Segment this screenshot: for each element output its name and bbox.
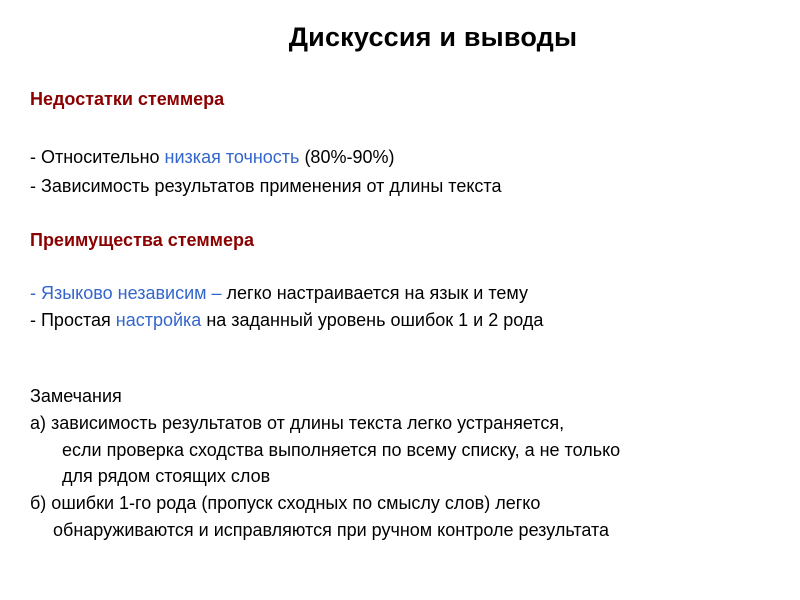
advantage-item-language-independent-suffix: легко настраивается на язык и тему [221, 283, 528, 303]
advantage-item-simple-tuning-highlight: настройка [115, 310, 202, 330]
slide-title: Дискуссия и выводы [288, 22, 578, 52]
disadvantages-heading: Недостатки стеммера [30, 89, 225, 109]
advantage-item-simple-tuning-prefix: - Простая [30, 310, 116, 330]
advantage-item-simple-tuning-suffix: на заданный уровень ошибок 1 и 2 рода [201, 310, 544, 330]
advantage-item-language-independent-highlight: - Языково независим – [30, 283, 222, 303]
disadvantage-item-precision [30, 147, 394, 168]
disadvantage-item-text-length: - Зависимость результатов применения от длины текста [30, 176, 502, 196]
advantage-item-language-independent [30, 283, 528, 304]
note-a-line-2: если проверка сходства выполняется по всему списку, а не только [62, 440, 621, 460]
disadvantage-item-precision-highlight: низкая точность [164, 147, 300, 167]
note-a-line-1: а) зависимость результатов от длины текста легко устраняется, [30, 413, 565, 433]
disadvantage-item-precision-prefix: - Относительно [30, 147, 165, 167]
disadvantage-item-precision-suffix: (80%-90%) [299, 147, 395, 167]
note-b-line-2: обнаруживаются и исправляются при ручном контроле результата [53, 520, 610, 540]
note-b-line-1: б) ошибки 1-го рода (пропуск сходных по смыслу слов) легко [30, 493, 541, 513]
advantages-heading: Преимущества стеммера [30, 230, 254, 250]
advantage-item-simple-tuning [30, 310, 543, 331]
note-a-line-3: для рядом стоящих слов [62, 466, 271, 486]
notes-heading: Замечания [30, 386, 122, 406]
